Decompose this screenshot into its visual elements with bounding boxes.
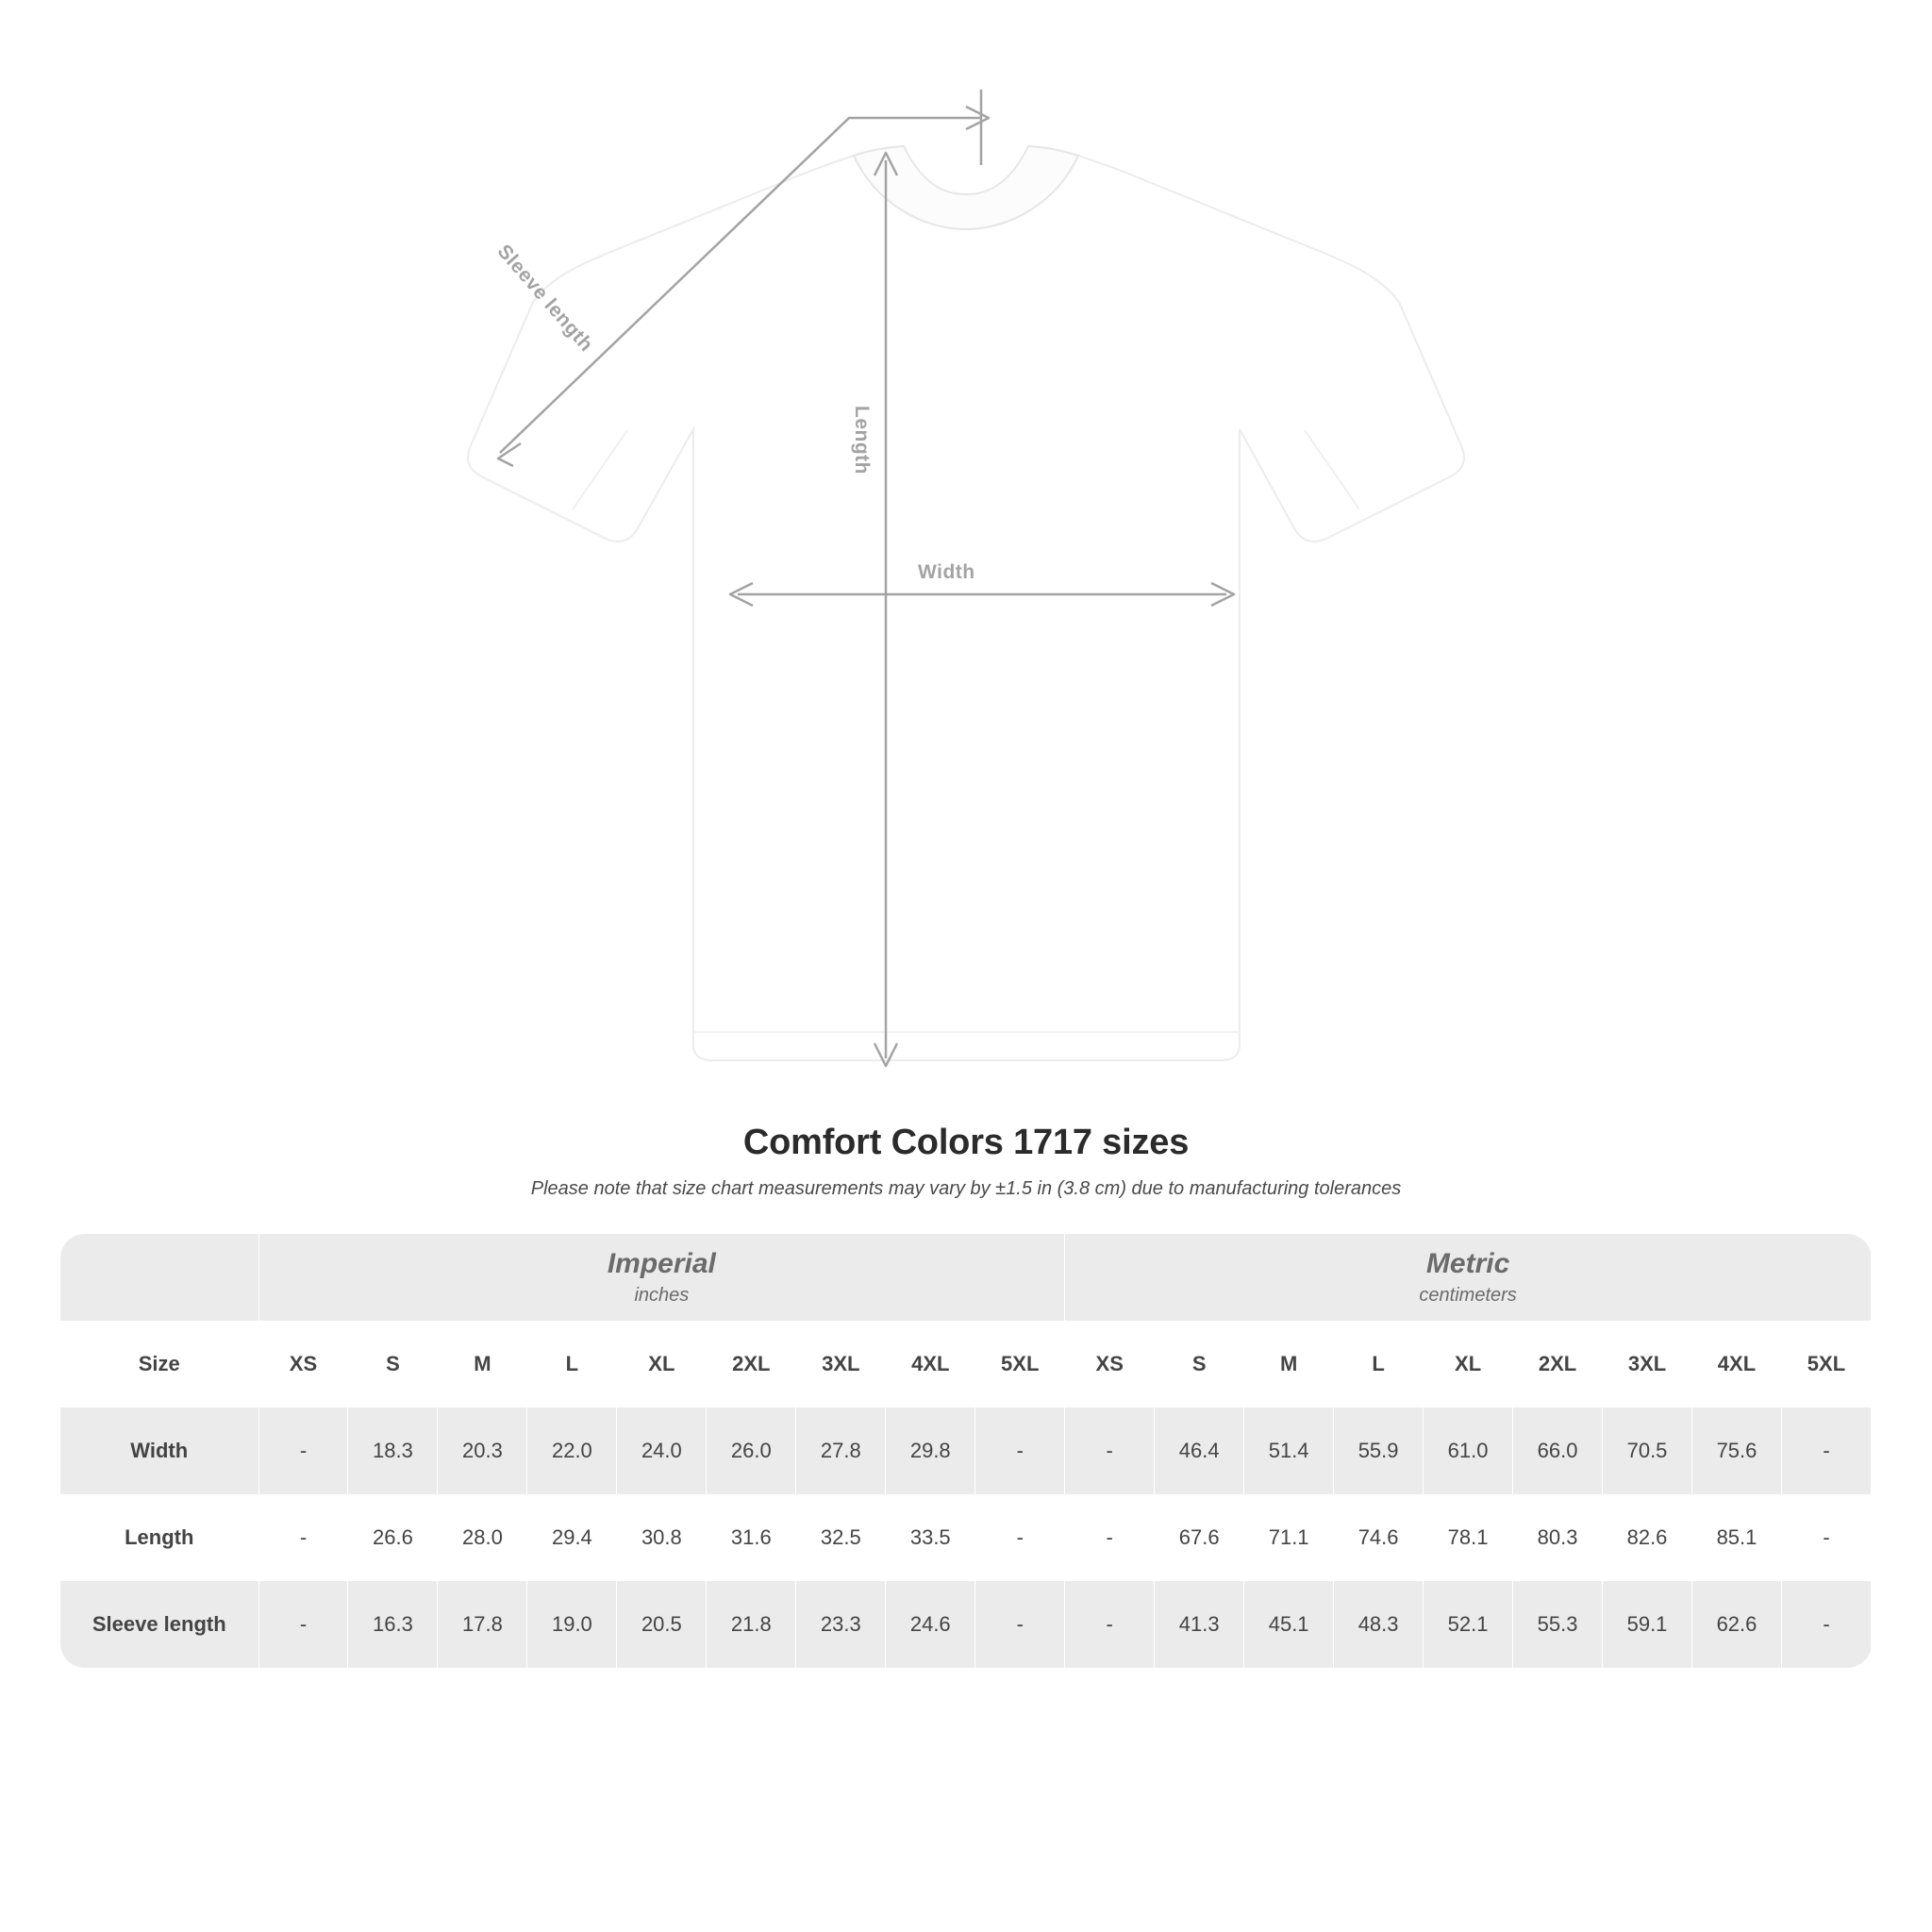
metric-unit-header xyxy=(1065,1234,1872,1321)
size-header-imperial-m: M xyxy=(438,1321,527,1407)
cell-length-metric-l: 74.6 xyxy=(1334,1494,1424,1581)
size-header-metric-l: L xyxy=(1334,1321,1424,1407)
cell-width-imperial-l: 22.0 xyxy=(527,1407,617,1494)
size-table xyxy=(60,1234,1872,1668)
cell-sleeve-metric-xs: - xyxy=(1065,1581,1155,1668)
cell-sleeve-metric-m: 45.1 xyxy=(1244,1581,1334,1668)
cell-length-metric-2xl: 80.3 xyxy=(1513,1494,1603,1581)
cell-width-imperial-xs: - xyxy=(258,1407,348,1494)
cell-width-metric-4xl: 75.6 xyxy=(1692,1407,1782,1494)
metric-unit-name: Metric xyxy=(1425,1248,1510,1280)
row-label-width: Width xyxy=(60,1407,258,1494)
cell-sleeve-metric-2xl: 55.3 xyxy=(1513,1581,1603,1668)
cell-length-metric-s: 67.6 xyxy=(1155,1494,1244,1581)
row-label-length: Length xyxy=(60,1494,258,1581)
cell-width-imperial-5xl: - xyxy=(975,1407,1065,1494)
unit-header-spacer xyxy=(60,1234,258,1321)
cell-width-imperial-m: 20.3 xyxy=(438,1407,527,1494)
size-header-metric-5xl: 5XL xyxy=(1781,1321,1871,1407)
cell-width-metric-m: 51.4 xyxy=(1244,1407,1334,1494)
size-header-imperial-2xl: 2XL xyxy=(707,1321,796,1407)
cell-length-imperial-2xl: 31.6 xyxy=(707,1494,796,1581)
cell-sleeve-imperial-4xl: 24.6 xyxy=(886,1581,975,1668)
cell-sleeve-imperial-m: 17.8 xyxy=(438,1581,527,1668)
cell-length-imperial-4xl: 33.5 xyxy=(886,1494,975,1581)
cell-width-metric-5xl: - xyxy=(1781,1407,1871,1494)
size-header-imperial-4xl: 4XL xyxy=(886,1321,975,1407)
cell-sleeve-imperial-5xl: - xyxy=(975,1581,1065,1668)
size-header-metric-xl: XL xyxy=(1424,1321,1513,1407)
cell-length-imperial-s: 26.6 xyxy=(348,1494,438,1581)
cell-length-imperial-m: 28.0 xyxy=(438,1494,527,1581)
size-header-label: Size xyxy=(60,1321,258,1407)
cell-length-metric-xs: - xyxy=(1065,1494,1155,1581)
size-table-container xyxy=(60,1234,1872,1668)
cell-width-imperial-3xl: 27.8 xyxy=(796,1407,886,1494)
cell-sleeve-metric-4xl: 62.6 xyxy=(1692,1581,1782,1668)
cell-sleeve-metric-xl: 52.1 xyxy=(1424,1581,1513,1668)
size-header-imperial-xs: XS xyxy=(258,1321,348,1407)
cell-width-metric-l: 55.9 xyxy=(1334,1407,1424,1494)
tshirt-shape xyxy=(468,146,1464,1060)
cell-width-metric-s: 46.4 xyxy=(1155,1407,1244,1494)
title-block xyxy=(0,1123,1932,1200)
table-row xyxy=(60,1581,1872,1668)
cell-length-imperial-l: 29.4 xyxy=(527,1494,617,1581)
cell-sleeve-imperial-s: 16.3 xyxy=(348,1581,438,1668)
imperial-unit-header xyxy=(258,1234,1065,1321)
cell-length-imperial-5xl: - xyxy=(975,1494,1065,1581)
size-header-metric-2xl: 2XL xyxy=(1513,1321,1603,1407)
cell-sleeve-metric-5xl: - xyxy=(1781,1581,1871,1668)
size-header-imperial-s: S xyxy=(348,1321,438,1407)
cell-width-imperial-4xl: 29.8 xyxy=(886,1407,975,1494)
size-header-imperial-3xl: 3XL xyxy=(796,1321,886,1407)
size-header-metric-xs: XS xyxy=(1065,1321,1155,1407)
cell-width-metric-2xl: 66.0 xyxy=(1513,1407,1603,1494)
length-dimension-label: Length xyxy=(851,406,873,475)
cell-sleeve-imperial-xl: 20.5 xyxy=(617,1581,707,1668)
cell-width-imperial-2xl: 26.0 xyxy=(707,1407,796,1494)
cell-sleeve-metric-3xl: 59.1 xyxy=(1603,1581,1692,1668)
size-header-imperial-xl: XL xyxy=(617,1321,707,1407)
cell-sleeve-imperial-l: 19.0 xyxy=(527,1581,617,1668)
size-header-imperial-l: L xyxy=(527,1321,617,1407)
row-label-sleeve-length: Sleeve length xyxy=(60,1581,258,1668)
cell-length-metric-5xl: - xyxy=(1781,1494,1871,1581)
cell-sleeve-metric-l: 48.3 xyxy=(1334,1581,1424,1668)
cell-length-metric-3xl: 82.6 xyxy=(1603,1494,1692,1581)
page-title: Comfort Colors 1717 sizes xyxy=(742,1123,1190,1162)
cell-sleeve-metric-s: 41.3 xyxy=(1155,1581,1244,1668)
cell-width-imperial-s: 18.3 xyxy=(348,1407,438,1494)
width-dimension-label: Width xyxy=(918,561,975,583)
cell-length-metric-m: 71.1 xyxy=(1244,1494,1334,1581)
cell-length-imperial-3xl: 32.5 xyxy=(796,1494,886,1581)
table-row xyxy=(60,1494,1872,1581)
sleeve-length-dimension-label: Sleeve length xyxy=(492,241,598,357)
cell-length-metric-xl: 78.1 xyxy=(1424,1494,1513,1581)
cell-width-imperial-xl: 24.0 xyxy=(617,1407,707,1494)
size-header-metric-3xl: 3XL xyxy=(1603,1321,1692,1407)
cell-sleeve-imperial-2xl: 21.8 xyxy=(707,1581,796,1668)
size-header-metric-m: M xyxy=(1244,1321,1334,1407)
cell-length-imperial-xs: - xyxy=(258,1494,348,1581)
cell-width-metric-xl: 61.0 xyxy=(1424,1407,1513,1494)
cell-length-metric-4xl: 85.1 xyxy=(1692,1494,1782,1581)
metric-unit-sub: centimeters xyxy=(1419,1284,1517,1306)
unit-header-row xyxy=(60,1234,1872,1321)
size-header-row xyxy=(60,1321,1872,1407)
size-header-imperial-5xl: 5XL xyxy=(975,1321,1065,1407)
imperial-unit-name: Imperial xyxy=(607,1248,716,1280)
size-header-metric-s: S xyxy=(1155,1321,1244,1407)
cell-length-imperial-xl: 30.8 xyxy=(617,1494,707,1581)
cell-sleeve-imperial-3xl: 23.3 xyxy=(796,1581,886,1668)
imperial-unit-sub: inches xyxy=(634,1284,690,1306)
cell-sleeve-imperial-xs: - xyxy=(258,1581,348,1668)
size-header-metric-4xl: 4XL xyxy=(1692,1321,1782,1407)
table-row xyxy=(60,1407,1872,1494)
tolerance-note: Please note that size chart measurements may vary by ±1.5 in (3.8 cm) due to manufacturing tolerances xyxy=(530,1178,1402,1199)
cell-width-metric-xs: - xyxy=(1065,1407,1155,1494)
cell-width-metric-3xl: 70.5 xyxy=(1603,1407,1692,1494)
